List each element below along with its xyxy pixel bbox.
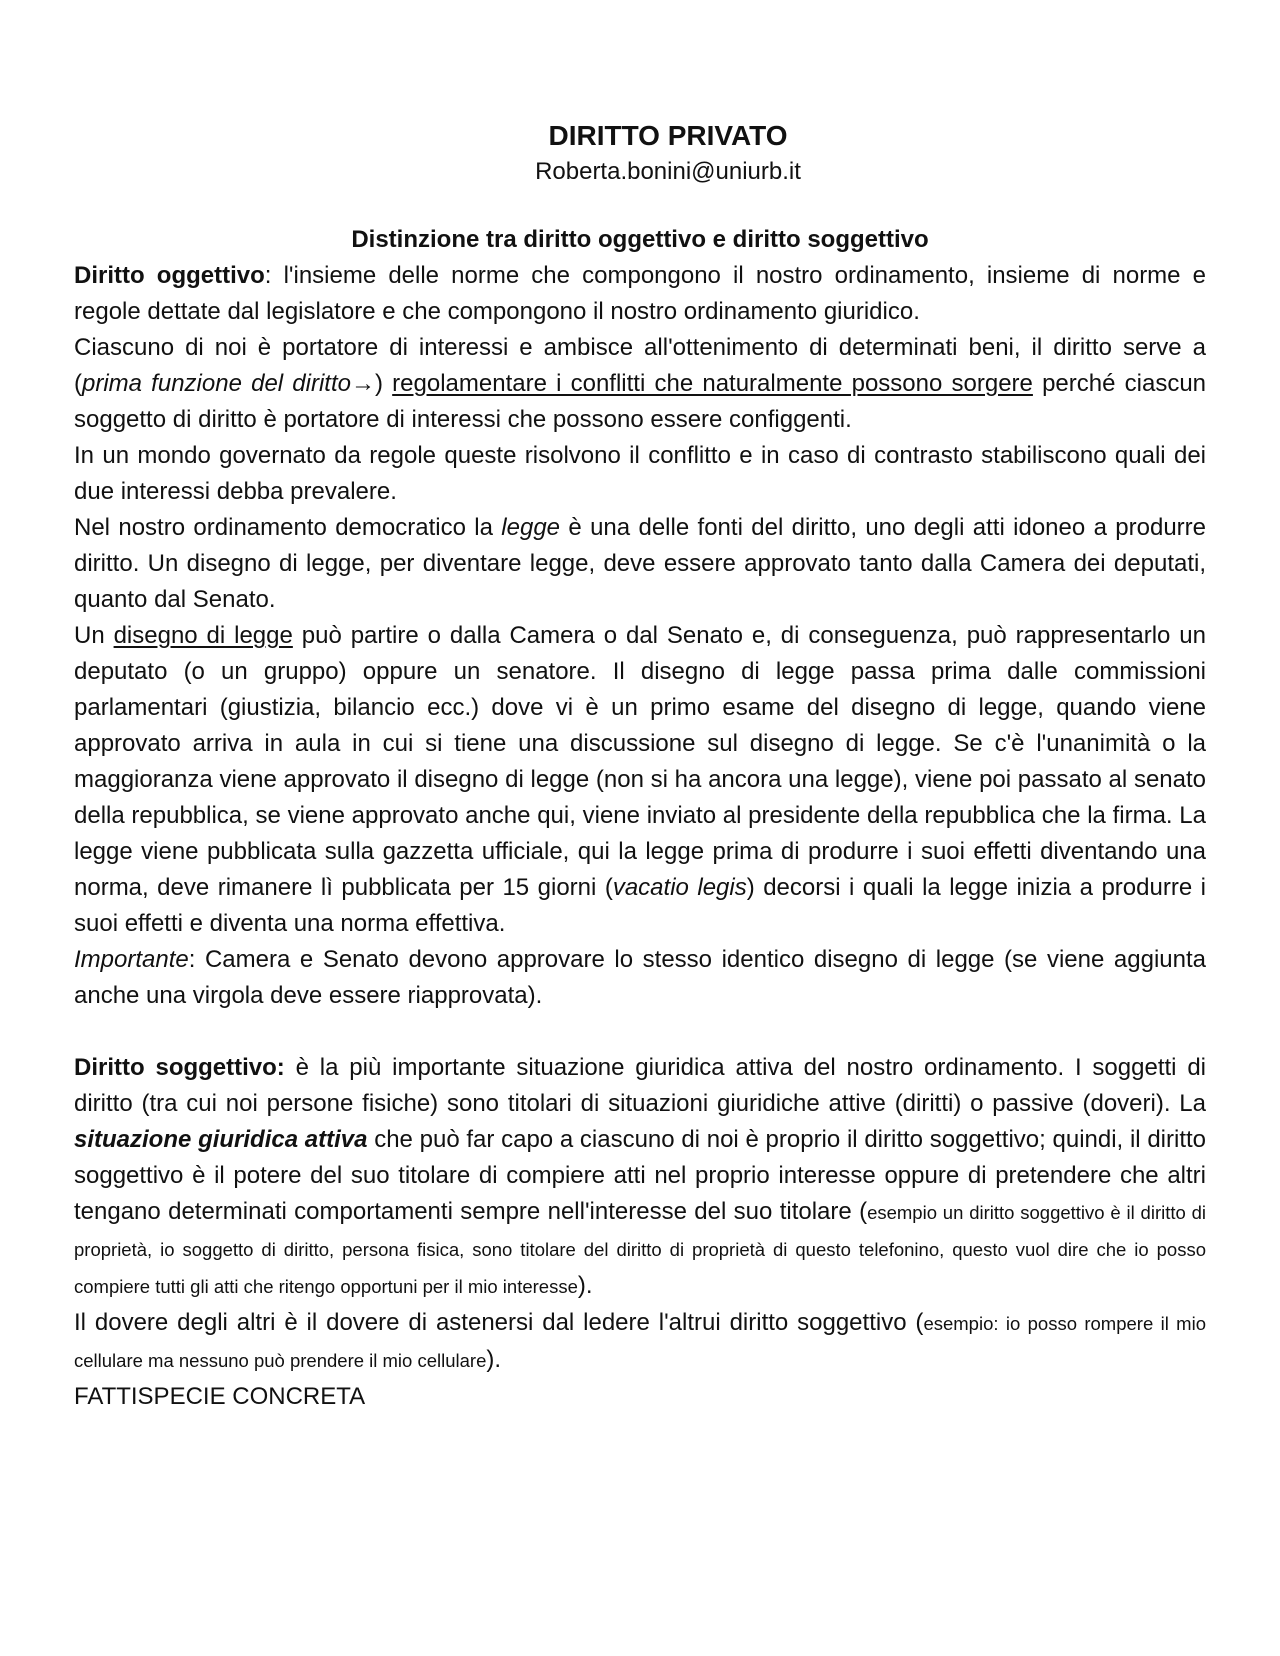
underlined-phrase: regolamentare i conflitti che naturalmente possono sorgere [392,370,1033,397]
paragraph-regole: In un mondo governato da regole queste risolvono il conflitto e in caso di contrasto stabiliscono quali dei due interessi debba prevalere. [74,442,1206,505]
author-email: Roberta.bonini@uniurb.it [535,158,801,185]
paragraph-diritto-oggettivo [74,258,1206,330]
paragraph-legge [74,510,1206,618]
italic-word: Importante [74,946,189,973]
paragraph-text: Ciascuno di noi è portatore di interessi e ambisce all'ottenimento di determinati beni, il diritto serve a ( [74,334,1206,397]
section-title: Distinzione tra diritto oggettivo e diritto soggettivo [351,226,929,253]
example-note: esempio: io posso rompere il mio cellulare ma nessuno può prendere il mio cellulare [74,1313,1206,1371]
bold-italic-phrase: situazione giuridica attiva [74,1126,368,1153]
paragraph-text: : l'insieme delle norme che compongono il nostro ordinamento, insieme di norme e regole dettate dal legislatore e che compongono il nostro ordinamento giuridico. [74,262,1206,325]
paragraph-dovere [74,1305,1206,1379]
paragraph-text: ). [486,1346,502,1373]
arrow-icon: → [351,370,375,397]
example-note: esempio un diritto soggettivo è il diritto di proprietà, io soggetto di diritto, persona fisica, sono titolare del diritto di proprietà di questo telefonino, questo vuol dire che io posso compiere tutti gli atti che ritengo opportuni per il mio interesse [74,1202,1206,1297]
italic-word: legge [501,514,561,541]
term-diritto-oggettivo: Diritto oggettivo [74,262,265,289]
paragraph-text: è la più importante situazione giuridica attiva del nostro ordinamento. I soggetti di diritto (tra cui noi persone fisiche) sono titolari di situazioni giuridiche attive (diritti) o passive (doveri). La [74,1054,1206,1117]
paragraph-text: ) [375,370,393,397]
paragraph-spacer [74,1014,1206,1050]
paragraph-text: ). [577,1272,593,1299]
paragraph-disegno-di-legge [74,618,1206,942]
term-diritto-soggettivo: Diritto soggettivo: [74,1054,285,1081]
underlined-phrase: disegno di legge [113,622,293,649]
paragraph-text: è una delle fonti del diritto, uno degli atti idoneo a produrre diritto. Un disegno di legge, per diventare legge, deve essere approvato tanto dalla Camera dei deputati, quanto dal Senato. [74,514,1206,613]
paragraph-funzione-diritto [74,330,1206,438]
paragraph-text: può partire o dalla Camera o dal Senato e, di conseguenza, può rappresentarlo un deputato (o un gruppo) oppure un senatore. Il disegno di legge passa prima dalle commissioni parlamentari (giustizia, bilancio ecc.) dove vi è un primo esame del disegno di legge, quando viene approvato arriva in aula in cui si tiene una discussione sul disegno di legge. Se c'è l'unanimità o la maggioranza viene approvato il disegno di legge (non si ha ancora una legge), viene poi passato al senato della repubblica, se viene approvato anche qui, viene inviato al presidente della repubblica che la firma. La legge viene pubblicata sulla gazzetta ufficiale, qui la legge prima di produrre i suoi effetti diventando una norma, deve rimanere lì pubblicata per 15 giorni ( [74,622,1206,901]
paragraph-text: che può far capo a ciascuno di noi è proprio il diritto soggettivo; quindi, il diritto soggettivo è il potere del suo titolare di compiere atti nel proprio interesse oppure di pretendere che altri tengano determinati comportamenti sempre nell'interesse del suo titolare ( [74,1126,1207,1225]
paragraph-diritto-soggettivo [74,1050,1206,1305]
paragraph-text: Nel nostro ordinamento democratico la [74,514,502,541]
paragraph-text: : Camera e Senato devono approvare lo stesso identico disegno di legge (se viene aggiunta anche una virgola deve essere riapprovata). [74,946,1206,1009]
italic-phrase: prima funzione del diritto [82,370,351,397]
paragraph-text: Il dovere degli altri è il dovere di astenersi dal ledere l'altrui diritto soggettivo ( [74,1309,924,1336]
document-body [74,118,1206,1415]
document-title: DIRITTO PRIVATO [548,120,788,151]
paragraph-fattispecie: FATTISPECIE CONCRETA [74,1383,366,1410]
paragraph-text: ) decorsi i quali la legge inizia a produrre i suoi effetti e diventa una norma effettiva. [74,874,1206,937]
paragraph-importante [74,942,1206,1014]
paragraph-text: Un [74,622,114,649]
italic-phrase: vacatio legis [612,874,747,901]
paragraph-text: perché ciascun soggetto di diritto è portatore di interessi che possono essere configgenti. [74,370,1207,433]
